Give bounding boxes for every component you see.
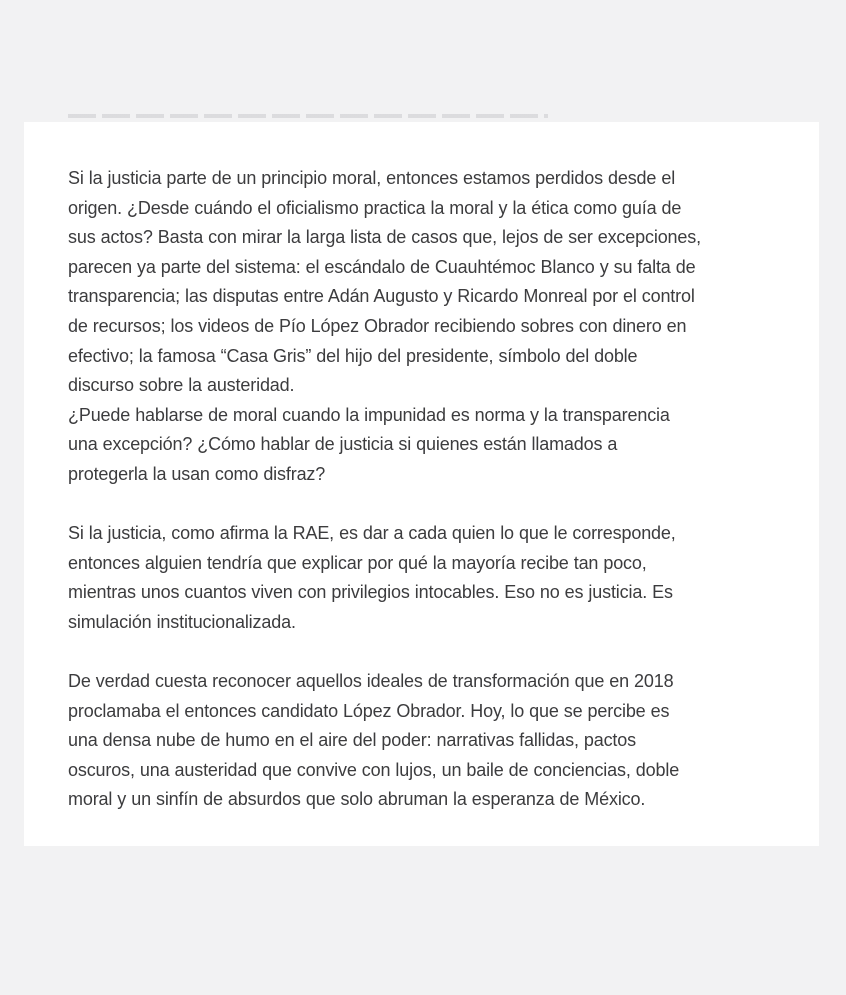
paragraph-3	[68, 667, 788, 815]
text-line: una densa nube de humo en el aire del poder: narrativas fallidas, pactos	[68, 730, 636, 751]
text-line: ¿Puede hablarse de moral cuando la impunidad es norma y la transparencia	[68, 404, 670, 425]
article-card	[24, 122, 819, 846]
text-line: proclamaba el entonces candidato López Obrador. Hoy, lo que se percibe es	[68, 700, 670, 721]
paragraph-2	[68, 519, 788, 637]
clipped-previous-line	[68, 112, 548, 124]
text-line: discurso sobre la austeridad.	[68, 375, 295, 396]
text-line: protegerla la usan como disfraz?	[68, 463, 326, 484]
text-line: transparencia; las disputas entre Adán Augusto y Ricardo Monreal por el control	[68, 286, 695, 307]
text-line: moral y un sinfín de absurdos que solo abruman la esperanza de México.	[68, 789, 646, 810]
text-line: oscuros, una austeridad que convive con lujos, un baile de conciencias, doble	[68, 759, 680, 780]
text-line: sus actos? Basta con mirar la larga lista de casos que, lejos de ser excepciones,	[68, 227, 701, 248]
text-line: De verdad cuesta reconocer aquellos ideales de transformación que en 2018	[68, 671, 674, 692]
text-line: parecen ya parte del sistema: el escándalo de Cuauhtémoc Blanco y su falta de	[68, 256, 696, 277]
paragraph-spacer	[68, 638, 788, 668]
text-line: entonces alguien tendría que explicar por qué la mayoría recibe tan poco,	[68, 552, 647, 573]
text-line: origen. ¿Desde cuándo el oficialismo practica la moral y la ética como guía de	[68, 197, 682, 218]
paragraph-1	[68, 164, 788, 490]
text-line: de recursos; los videos de Pío López Obrador recibiendo sobres con dinero en	[68, 315, 687, 336]
text-line: Si la justicia parte de un principio moral, entonces estamos perdidos desde el	[68, 168, 676, 188]
text-line: Si la justicia, como afirma la RAE, es dar a cada quien lo que le corresponde,	[68, 523, 676, 544]
text-line: simulación institucionalizada.	[68, 611, 296, 632]
article-body	[68, 164, 788, 815]
text-line: efectivo; la famosa “Casa Gris” del hijo del presidente, símbolo del doble	[68, 345, 638, 366]
paragraph-spacer	[68, 490, 788, 520]
text-line: una excepción? ¿Cómo hablar de justicia si quienes están llamados a	[68, 434, 618, 455]
text-line: mientras unos cuantos viven con privilegios intocables. Eso no es justicia. Es	[68, 582, 673, 603]
